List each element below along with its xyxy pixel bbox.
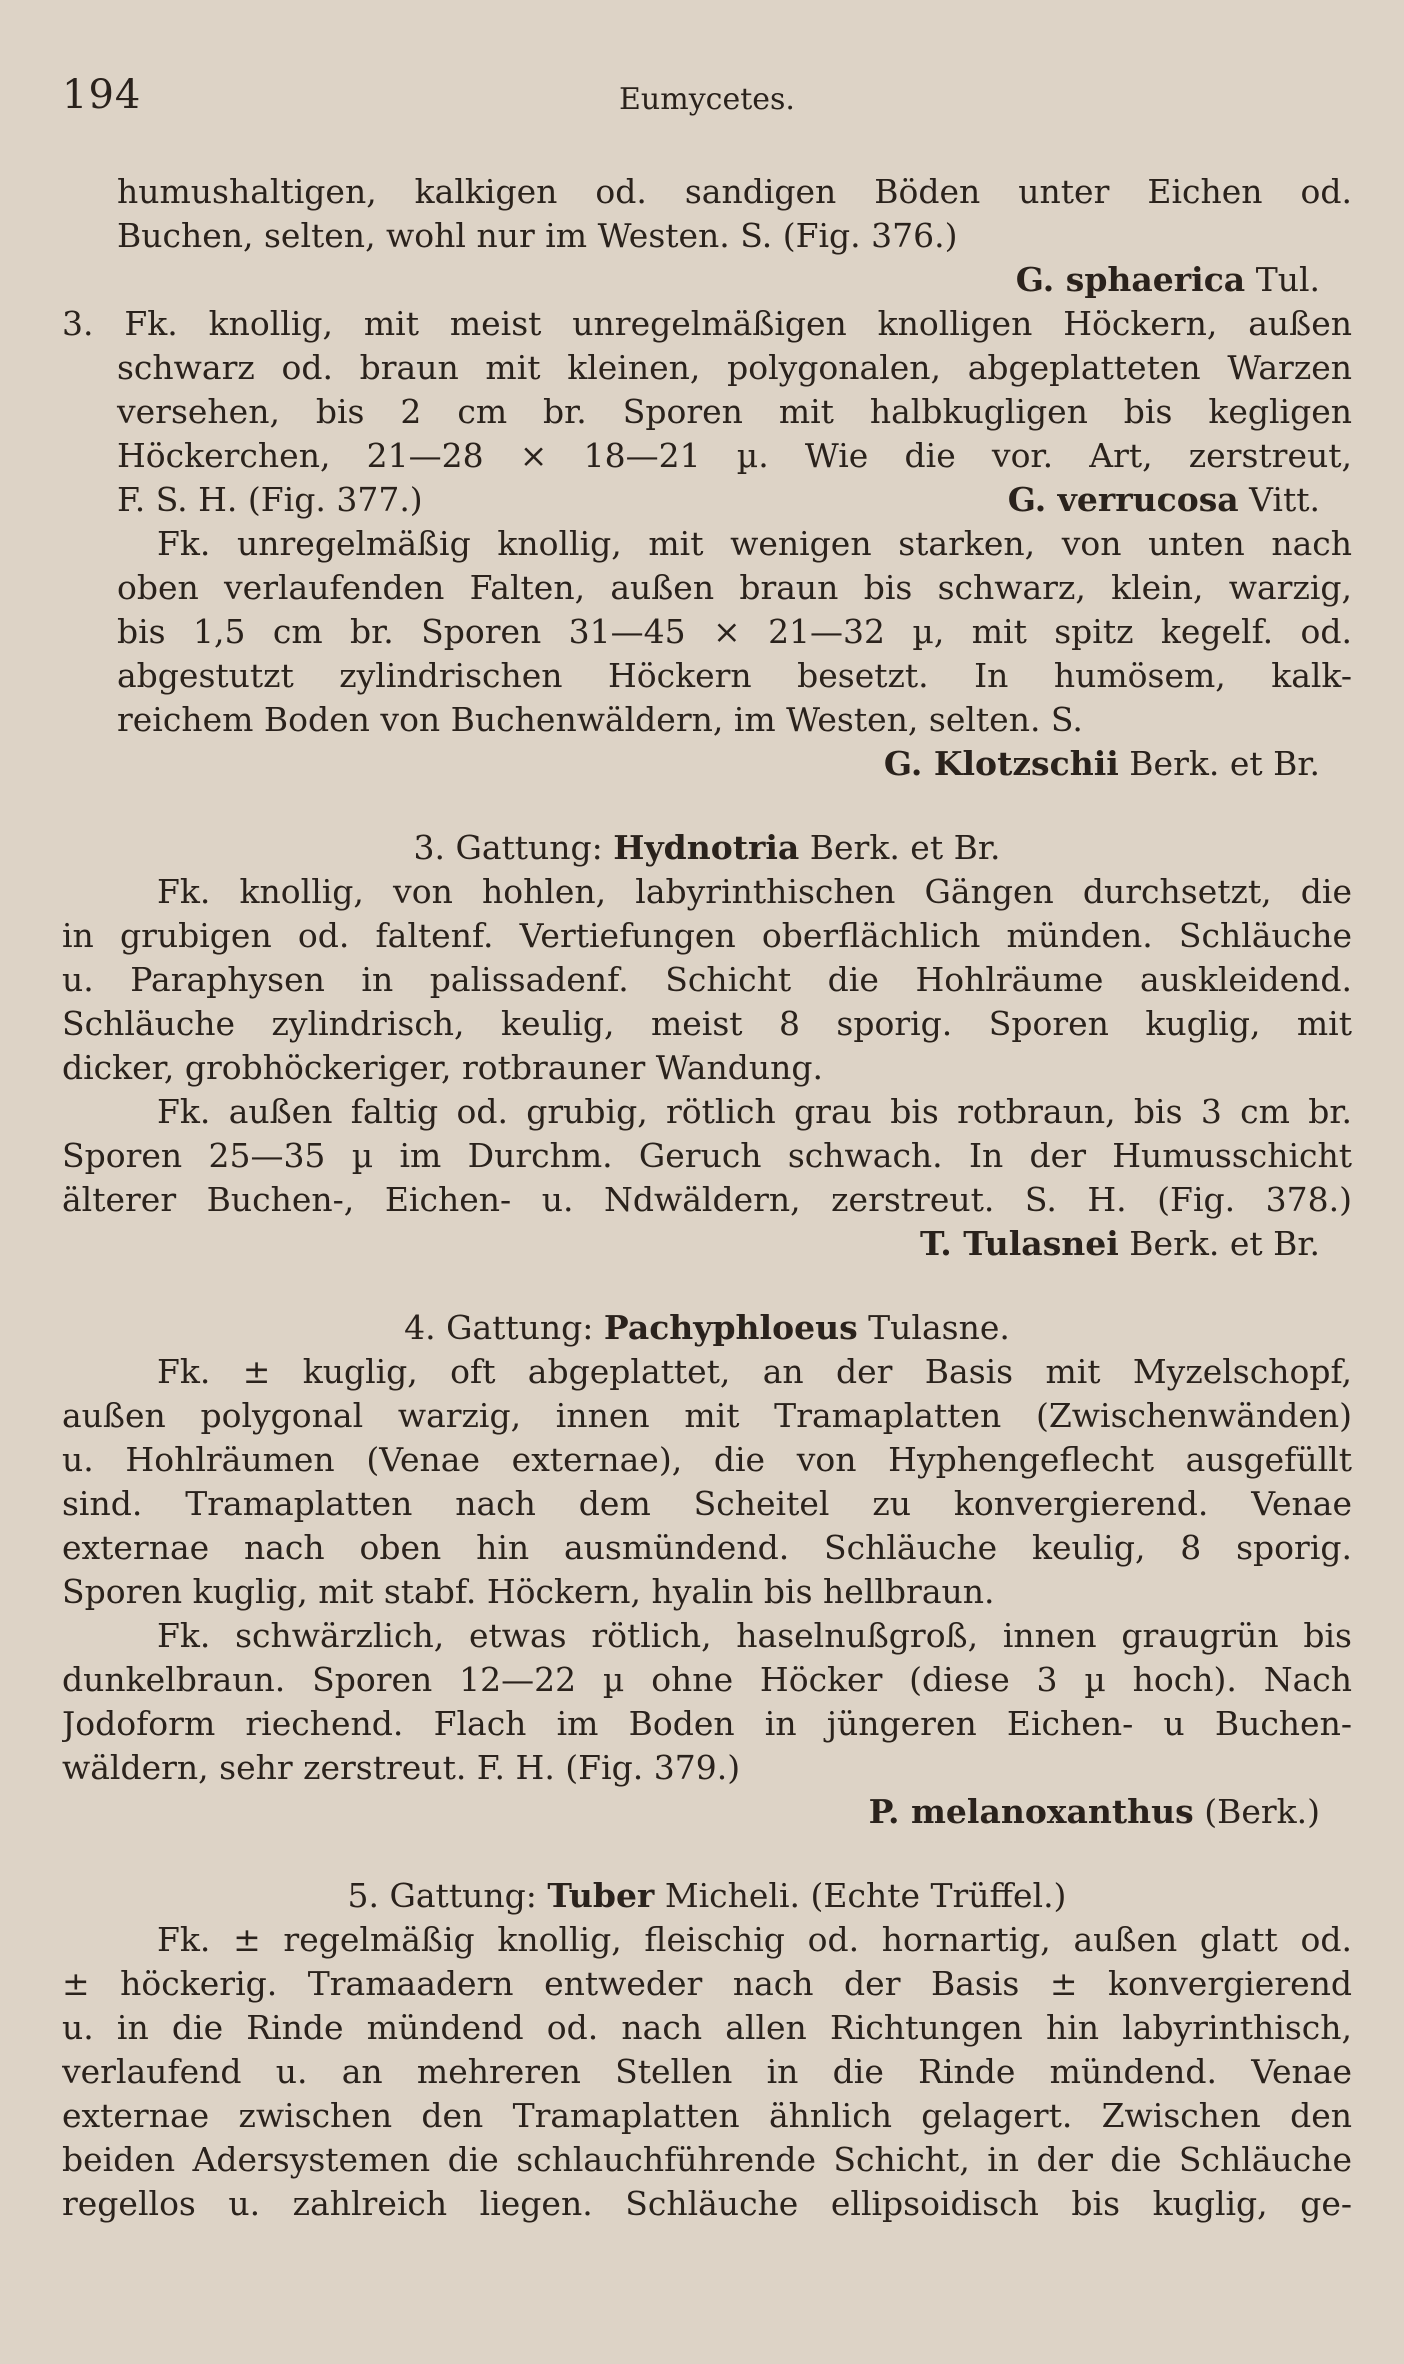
text-line: Sporen 25—35 µ im Durchm. Geruch schwach. In der Humusschicht bbox=[62, 1136, 1352, 1175]
section-heading bbox=[62, 1306, 1352, 1350]
heading-prefix: 3. Gattung: bbox=[413, 828, 603, 867]
heading-genus: Tuber bbox=[547, 1876, 655, 1915]
text-line: verlaufend u. an mehreren Stellen in die Rinde mündend. Venae bbox=[62, 2052, 1352, 2091]
text-line: Fk. unregelmäßig knollig, mit wenigen starken, von unten nach bbox=[157, 524, 1352, 563]
text-line: beiden Adersystemen die schlauchführende Schicht, in der die Schläuche bbox=[62, 2140, 1352, 2179]
page-body bbox=[62, 170, 1352, 2226]
text-line: abgestutzt zylindrischen Höckern besetzt. In humösem, kalk- bbox=[117, 656, 1352, 695]
page-number: 194 bbox=[62, 72, 142, 118]
text-line: u. Hohlräumen (Venae externae), die von Hyphengeflecht ausgefüllt bbox=[62, 1440, 1352, 1479]
text-line: schwarz od. braun mit kleinen, polygonalen, abgeplatteten Warzen bbox=[117, 348, 1352, 387]
text-line: Höckerchen, 21—28 × 18—21 µ. Wie die vor. Art, zerstreut, bbox=[117, 436, 1352, 475]
text-line: regellos u. zahlreich liegen. Schläuche ellipsoidisch bis kuglig, ge- bbox=[62, 2184, 1352, 2223]
heading-author: Berk. et Br. bbox=[809, 828, 1001, 867]
heading-author: Micheli. (Echte Trüffel.) bbox=[664, 1876, 1067, 1915]
text-line: Buchen, selten, wohl nur im Westen. S. (Fig. 376.) bbox=[117, 216, 958, 255]
heading-genus: Pachyphloeus bbox=[603, 1308, 858, 1347]
text-line: Schläuche zylindrisch, keulig, meist 8 sporig. Sporen kuglig, mit bbox=[62, 1004, 1352, 1043]
text-line: Jodoform riechend. Flach im Boden in jüngeren Eichen- u Buchen- bbox=[62, 1704, 1352, 1743]
species-genus: P. melanoxanthus bbox=[868, 1792, 1194, 1831]
section-heading bbox=[62, 826, 1352, 870]
species-name bbox=[62, 742, 1352, 786]
text-fragment: F. S. H. (Fig. 377.) bbox=[117, 480, 423, 519]
species-author: (Berk.) bbox=[1204, 1792, 1320, 1831]
species-name bbox=[62, 1790, 1352, 1834]
spacer bbox=[62, 786, 1352, 826]
species-genus: G. Klotzschii bbox=[883, 744, 1119, 783]
text-line: ± höckerig. Tramaadern entweder nach der Basis ± konvergierend bbox=[62, 1964, 1352, 2003]
spacer bbox=[62, 1266, 1352, 1306]
text-line: älterer Buchen-, Eichen- u. Ndwäldern, zerstreut. S. H. (Fig. 378.) bbox=[62, 1180, 1352, 1219]
text-line: oben verlaufenden Falten, außen braun bis schwarz, klein, warzig, bbox=[117, 568, 1352, 607]
species-author: Berk. et Br. bbox=[1129, 744, 1320, 783]
text-line: Fk. knollig, von hohlen, labyrinthischen Gängen durchsetzt, die bbox=[157, 872, 1352, 911]
text-line: externae nach oben hin ausmündend. Schläuche keulig, 8 sporig. bbox=[62, 1528, 1352, 1567]
spacer bbox=[62, 1834, 1352, 1874]
text-line: reichem Boden von Buchenwäldern, im Westen, selten. S. bbox=[117, 700, 1083, 739]
heading-genus: Hydnotria bbox=[613, 828, 800, 867]
species-genus: G. verrucosa bbox=[1007, 480, 1239, 519]
text-line: Fk. außen faltig od. grubig, rötlich grau bis rotbraun, bis 3 cm br. bbox=[157, 1092, 1352, 1131]
text-line: Fk. ± kuglig, oft abgeplattet, an der Basis mit Myzelschopf, bbox=[157, 1352, 1352, 1391]
text-line: bis 1,5 cm br. Sporen 31—45 × 21—32 µ, mit spitz kegelf. od. bbox=[117, 612, 1352, 651]
species-name bbox=[62, 1222, 1352, 1266]
species-author: Berk. et Br. bbox=[1129, 1224, 1320, 1263]
text-line: dunkelbraun. Sporen 12—22 µ ohne Höcker (diese 3 µ hoch). Nach bbox=[62, 1660, 1352, 1699]
species-genus: G. sphaerica bbox=[1015, 260, 1246, 299]
species-genus: T. Tulasnei bbox=[919, 1224, 1119, 1263]
text-line: u. in die Rinde mündend od. nach allen Richtungen hin labyrinthisch, bbox=[62, 2008, 1352, 2047]
section-heading bbox=[62, 1874, 1352, 1918]
page-header bbox=[62, 72, 1352, 122]
text-line: außen polygonal warzig, innen mit Tramaplatten (Zwischenwänden) bbox=[62, 1396, 1352, 1435]
text-line: sind. Tramaplatten nach dem Scheitel zu konvergierend. Venae bbox=[62, 1484, 1352, 1523]
text-line: wäldern, sehr zerstreut. F. H. (Fig. 379.) bbox=[62, 1748, 741, 1787]
heading-prefix: 4. Gattung: bbox=[404, 1308, 594, 1347]
species-name bbox=[62, 258, 1352, 302]
species-author: Vitt. bbox=[1249, 480, 1320, 519]
text-line: u. Paraphysen in palissadenf. Schicht die Hohlräume auskleidend. bbox=[62, 960, 1352, 999]
species-author: Tul. bbox=[1255, 260, 1320, 299]
heading-prefix: 5. Gattung: bbox=[347, 1876, 537, 1915]
running-head: Eumycetes. bbox=[619, 82, 795, 117]
text-line: Fk. schwärzlich, etwas rötlich, haselnußgroß, innen graugrün bis bbox=[157, 1616, 1352, 1655]
text-line: externae zwischen den Tramaplatten ähnlich gelagert. Zwischen den bbox=[62, 2096, 1352, 2135]
text-line: humushaltigen, kalkigen od. sandigen Böden unter Eichen od. bbox=[117, 172, 1352, 211]
text-line: dicker, grobhöckeriger, rotbrauner Wandung. bbox=[62, 1048, 823, 1087]
text-line: in grubigen od. faltenf. Vertiefungen oberflächlich münden. Schläuche bbox=[62, 916, 1352, 955]
text-line: Sporen kuglig, mit stabf. Höckern, hyalin bis hellbraun. bbox=[62, 1572, 995, 1611]
text-line bbox=[62, 478, 1352, 522]
text-line: Fk. ± regelmäßig knollig, fleischig od. hornartig, außen glatt od. bbox=[157, 1920, 1352, 1959]
heading-author: Tulasne. bbox=[868, 1308, 1010, 1347]
text-line: versehen, bis 2 cm br. Sporen mit halbkugligen bis kegligen bbox=[117, 392, 1352, 431]
text-line: 3. Fk. knollig, mit meist unregelmäßigen knolligen Höckern, außen bbox=[62, 304, 1352, 343]
species-name bbox=[1008, 478, 1320, 522]
